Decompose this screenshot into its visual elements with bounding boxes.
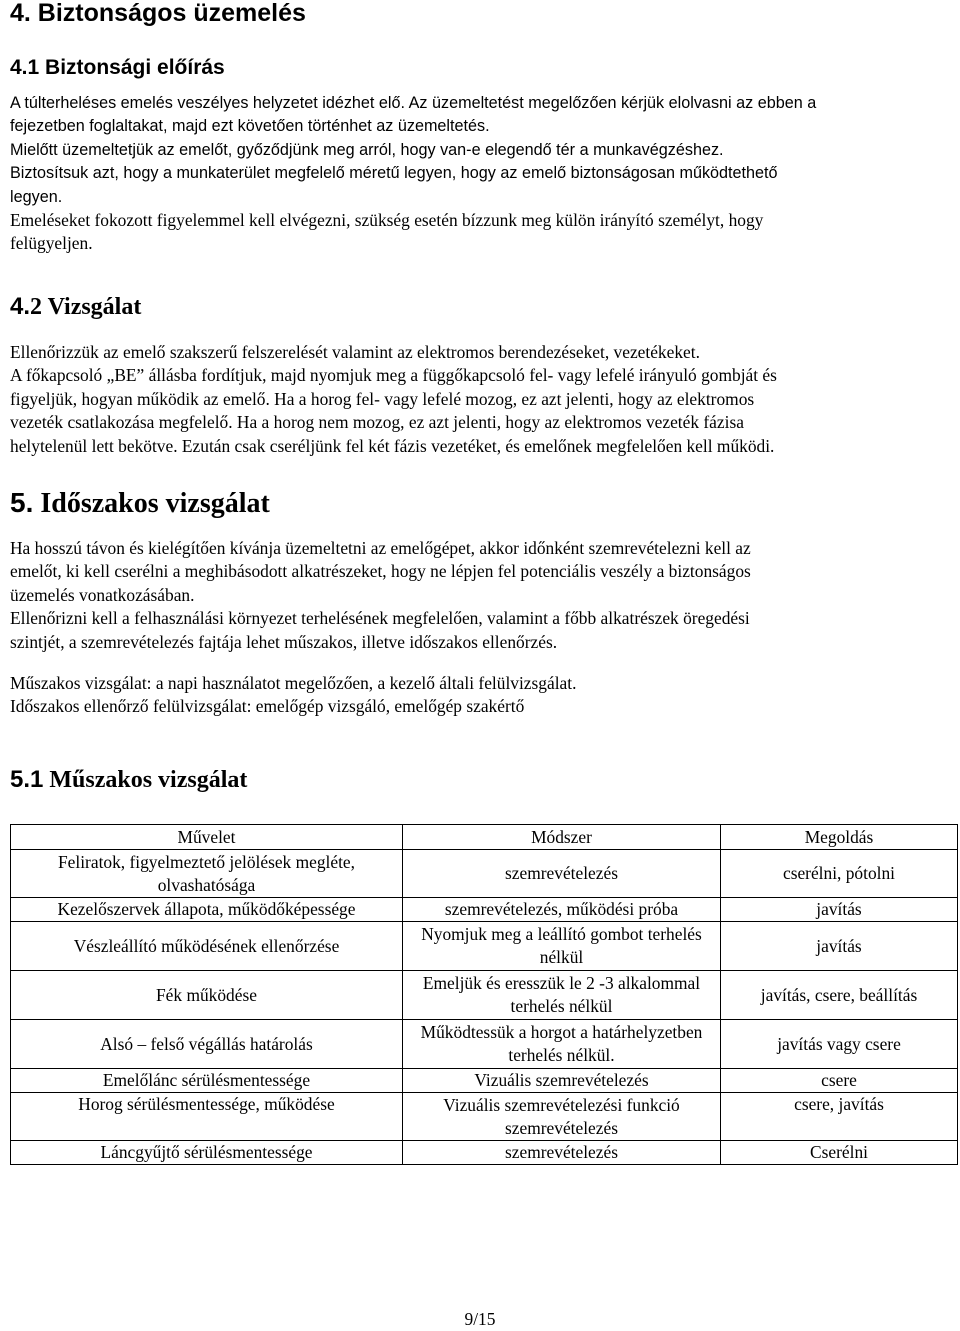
table-cell: cserélni, pótolni [721, 850, 958, 898]
section-4-1-body [10, 92, 950, 256]
text-line: Mielőtt üzemeltetjük az emelőt, győződjünk meg arról, hogy van-e elegendő tér a munkavégzéshez. [10, 140, 724, 159]
section-5-label: Időszakos vizsgálat [40, 488, 270, 519]
table-cell: Kezelőszervek állapota, működőképessége [11, 898, 403, 922]
text-line: vezeték csatlakozása megfelelő. Ha a horog nem mozog, ez azt jelenti, hogy az elektromos vezeték fázisa [10, 412, 744, 433]
text-line: helytelenül lett bekötve. Ezután csak cseréljünk fel két fázis vezetéket, és emelőnek megfelelően kell működi. [10, 435, 775, 456]
table-header-row [11, 825, 958, 850]
table-cell: Működtessük a horgot a határhelyzetben terhelés nélkül. [403, 1020, 721, 1069]
table-row [11, 1020, 958, 1069]
table-cell: szemrevételezés, működési próba [403, 898, 721, 922]
section-5-number: 5. [10, 487, 34, 518]
table-cell: szemrevételezés [403, 850, 721, 898]
table-cell: javítás [721, 922, 958, 971]
page-number: 9/15 [464, 1309, 496, 1329]
section-4-2-label: 2 Vizsgálat [30, 294, 142, 320]
table-cell: csere, javítás [721, 1093, 958, 1141]
text-line: Ellenőrizzük az emelő szakszerű felszerelését valamint az elektromos berendezéseket, vezetékeket. [10, 342, 700, 362]
section-5-body [10, 537, 950, 654]
section-4-title: 4. Biztonságos üzemelés [10, 0, 306, 27]
table-row [11, 971, 958, 1020]
table-row [11, 1093, 958, 1141]
table-cell: Láncgyűjtő sérülésmentessége [11, 1141, 403, 1165]
section-5-1-title [10, 764, 247, 796]
text-line: szintjét, a szemrevételezés fajtája lehet műszakos, illetve időszakos ellenőrzés. [10, 631, 558, 652]
table-cell: Vizuális szemrevételezési funkció szemrevételezés [403, 1093, 721, 1141]
text-line: legyen. [10, 187, 63, 206]
table-row [11, 1069, 958, 1093]
table-cell: csere [721, 1069, 958, 1093]
text-line: üzemelés vonatkozásában. [10, 584, 195, 605]
table-cell: Vizuális szemrevételezés [403, 1069, 721, 1093]
section-5-1-label: Műszakos vizsgálat [49, 767, 248, 793]
table-cell: javítás vagy csere [721, 1020, 958, 1069]
text-line: Emeléseket fokozott figyelemmel kell elvégezni, szükség esetén bízzunk meg külön irányító személyt, hogy [10, 210, 764, 231]
table-cell: szemrevételezés [403, 1141, 721, 1165]
table-cell: Emeljük és eresszük le 2 -3 alkalommal terhelés nélkül [403, 971, 721, 1020]
text-line: emelőt, ki kell cserélni a meghibásodott alkatrészeket, hogy ne lépjen fel potenciális veszély a biztonságos [10, 561, 751, 582]
table-cell: javítás, csere, beállítás [721, 971, 958, 1020]
table-row [11, 922, 958, 971]
table-cell: Alsó – felső végállás határolás [11, 1020, 403, 1069]
table-cell: Fék működése [11, 971, 403, 1020]
column-header-method: Módszer [403, 825, 721, 850]
table-row [11, 1141, 958, 1165]
section-4-2-number: 4. [10, 293, 31, 320]
text-line: fejezetben foglaltakat, majd ezt követően történhet az üzemeltetés. [10, 117, 490, 136]
table-row [11, 898, 958, 922]
table-cell: javítás [721, 898, 958, 922]
text-line: Biztosítsuk azt, hogy a munkaterület megfelelő méretű legyen, hogy az emelő biztonságosan működtethető [10, 164, 778, 183]
table-cell: Cserélni [721, 1141, 958, 1165]
text-line: Műszakos vizsgálat: a napi használatot megelőzően, a kezelő általi felülvizsgálat. [10, 673, 577, 693]
inspection-table [10, 824, 958, 1165]
table-row [11, 850, 958, 898]
text-line: Ha hosszú távon és kielégítően kívánja üzemeltetni az emelőgépet, akkor időnként szemrevételezni kell az [10, 538, 751, 558]
table-cell: Feliratok, figyelmeztető jelölések megléte, olvashatósága [11, 850, 403, 898]
column-header-solution: Megoldás [721, 825, 958, 850]
table-cell: Nyomjuk meg a leállító gombot terhelés nélkül [403, 922, 721, 971]
table-cell: Vészleállító működésének ellenőrzése [11, 922, 403, 971]
section-5-inspection-types [10, 672, 950, 719]
section-4-1-title: 4.1 Biztonsági előírás [10, 56, 225, 79]
table-cell: Horog sérülésmentessége, működése [11, 1093, 403, 1141]
text-line: Ellenőrizni kell a felhasználási környezet terhelésének megfelelően, valamint a főbb alkatrészek öregedési [10, 608, 750, 629]
text-line: A túlterheléses emelés veszélyes helyzetet idézhet elő. Az üzemeltetést megelőzően kérjük elolvasni az ebben a [10, 94, 817, 112]
table-cell: Emelőlánc sérülésmentessége [11, 1069, 403, 1093]
section-5-1-number: 5.1 [10, 766, 44, 793]
text-line: A főkapcsoló „BE” állásba fordítjuk, majd nyomjuk meg a függőkapcsoló fel- vagy lefelé irányuló gombját és [10, 365, 777, 386]
text-line: Időszakos ellenőrző felülvizsgálat: emelőgép vizsgáló, emelőgép szakértő [10, 696, 525, 717]
text-line: felügyeljen. [10, 233, 93, 254]
column-header-operation: Művelet [11, 825, 403, 850]
section-4-2-title [10, 291, 141, 323]
section-4-2-body [10, 341, 950, 458]
section-5-title [10, 485, 270, 522]
text-line: figyeljük, hogyan működik az emelő. Ha a horog fel- vagy lefelé mozog, ez azt jelenti, hogy az elektromos [10, 388, 755, 409]
